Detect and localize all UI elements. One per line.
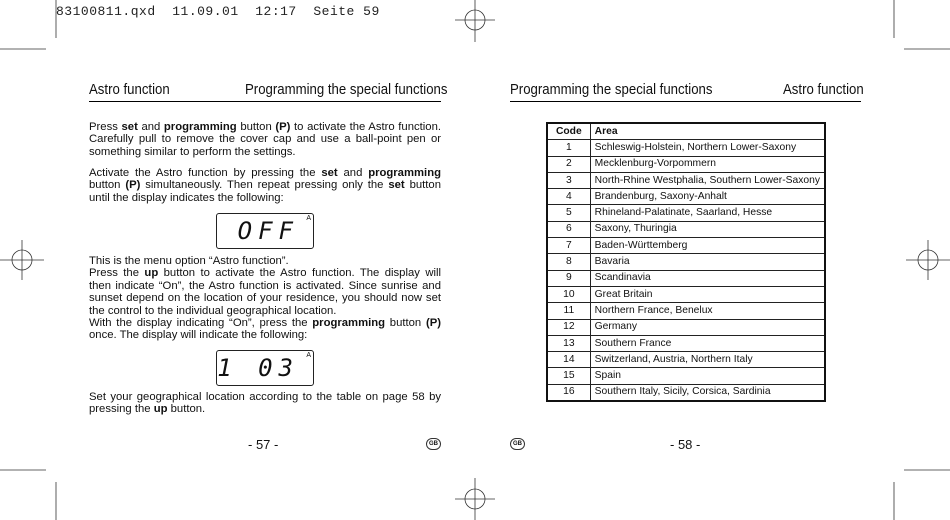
registration-mark-top	[455, 0, 495, 42]
paragraph-menu-option: This is the menu option “Astro function”. Press the up button to activate the Astro function. The display will then indicate “On”, the Astro function is activated. Since sunrise and sunset depend on the location of your residence, you should now set the control to the individual geographical location. With the display indicating “On”, press the programming button (P) once. The display will indicate the following:	[89, 255, 442, 342]
table-header-row	[547, 123, 825, 140]
area-cell: Spain	[590, 368, 825, 384]
code-cell: 13	[547, 335, 590, 351]
left-header-section: Programming the special functions	[245, 81, 448, 98]
table-row	[547, 352, 825, 368]
language-badge-right: GB	[510, 438, 525, 450]
code-cell: 3	[547, 172, 590, 188]
table-row	[547, 172, 825, 188]
display-indicator-a: A	[306, 215, 311, 222]
registration-mark-right	[906, 240, 950, 280]
file-slug: 83100811.qxd 11.09.01 12:17 Seite 59	[56, 4, 380, 19]
area-cell: Scandinavia	[590, 270, 825, 286]
area-cell: Baden-Württemberg	[590, 238, 825, 254]
area-cell: Germany	[590, 319, 825, 335]
table-row	[547, 335, 825, 351]
paragraph-activate: Activate the Astro function by pressing the set and programming button (P) simultaneously. Then repeat pressing only the set button until the display indicates the following:	[89, 167, 441, 204]
paragraph-intro: Press set and programming button (P) to activate the Astro function. Carefully pull to remove the cover cap and use a ball-point pen or something similar to perform the settings.	[89, 121, 441, 158]
table-row	[547, 319, 825, 335]
area-cell: Southern Italy, Sicily, Corsica, Sardinia	[590, 384, 825, 401]
left-header-title: Astro function	[89, 81, 170, 98]
region-code-table	[546, 122, 826, 402]
table-row	[547, 384, 825, 401]
language-badge-left: GB	[426, 438, 441, 450]
code-cell: 14	[547, 352, 590, 368]
table-row	[547, 205, 825, 221]
code-cell: 1	[547, 140, 590, 156]
area-cell: North-Rhine Westphalia, Southern Lower-Saxony	[590, 172, 825, 188]
code-cell: 10	[547, 286, 590, 302]
area-cell: Switzerland, Austria, Northern Italy	[590, 352, 825, 368]
table-row	[547, 156, 825, 172]
area-cell: Schleswig-Holstein, Northern Lower-Saxony	[590, 140, 825, 156]
area-cell: Northern France, Benelux	[590, 303, 825, 319]
code-cell: 9	[547, 270, 590, 286]
table-row	[547, 140, 825, 156]
column-header-area: Area	[590, 123, 825, 140]
display-off	[216, 213, 314, 249]
table-row	[547, 303, 825, 319]
code-cell: 5	[547, 205, 590, 221]
area-cell: Brandenburg, Saxony-Anhalt	[590, 189, 825, 205]
right-header-title: Astro function	[783, 81, 864, 98]
display-off-digits: OFF	[237, 217, 299, 245]
table-row	[547, 238, 825, 254]
page-number-left: - 57 -	[248, 437, 279, 452]
area-cell: Mecklenburg-Vorpommern	[590, 156, 825, 172]
display-indicator-a: A	[306, 352, 311, 359]
paragraph-set-location: Set your geographical location according to the table on page 58 by pressing the up button.	[89, 391, 441, 416]
code-cell: 8	[547, 254, 590, 270]
left-header-rule	[89, 101, 441, 102]
area-cell: Saxony, Thuringia	[590, 221, 825, 237]
code-cell: 15	[547, 368, 590, 384]
code-cell: 6	[547, 221, 590, 237]
area-cell: Southern France	[590, 335, 825, 351]
area-cell: Rhineland-Palatinate, Saarland, Hesse	[590, 205, 825, 221]
right-header-section: Programming the special functions	[510, 81, 713, 98]
table-row	[547, 368, 825, 384]
area-cell: Bavaria	[590, 254, 825, 270]
display-code	[216, 350, 314, 386]
code-cell: 2	[547, 156, 590, 172]
registration-mark-left	[0, 240, 44, 280]
right-header-rule	[510, 101, 861, 102]
code-cell: 11	[547, 303, 590, 319]
table-row	[547, 189, 825, 205]
table-row	[547, 254, 825, 270]
table-row	[547, 286, 825, 302]
code-cell: 12	[547, 319, 590, 335]
column-header-code: Code	[547, 123, 590, 140]
code-cell: 4	[547, 189, 590, 205]
display-code-digits: 1 03	[217, 354, 299, 382]
area-cell: Great Britain	[590, 286, 825, 302]
code-cell: 7	[547, 238, 590, 254]
table-row	[547, 270, 825, 286]
page-number-right: - 58 -	[670, 437, 701, 452]
table-row	[547, 221, 825, 237]
code-cell: 16	[547, 384, 590, 401]
registration-mark-bottom	[455, 478, 495, 520]
